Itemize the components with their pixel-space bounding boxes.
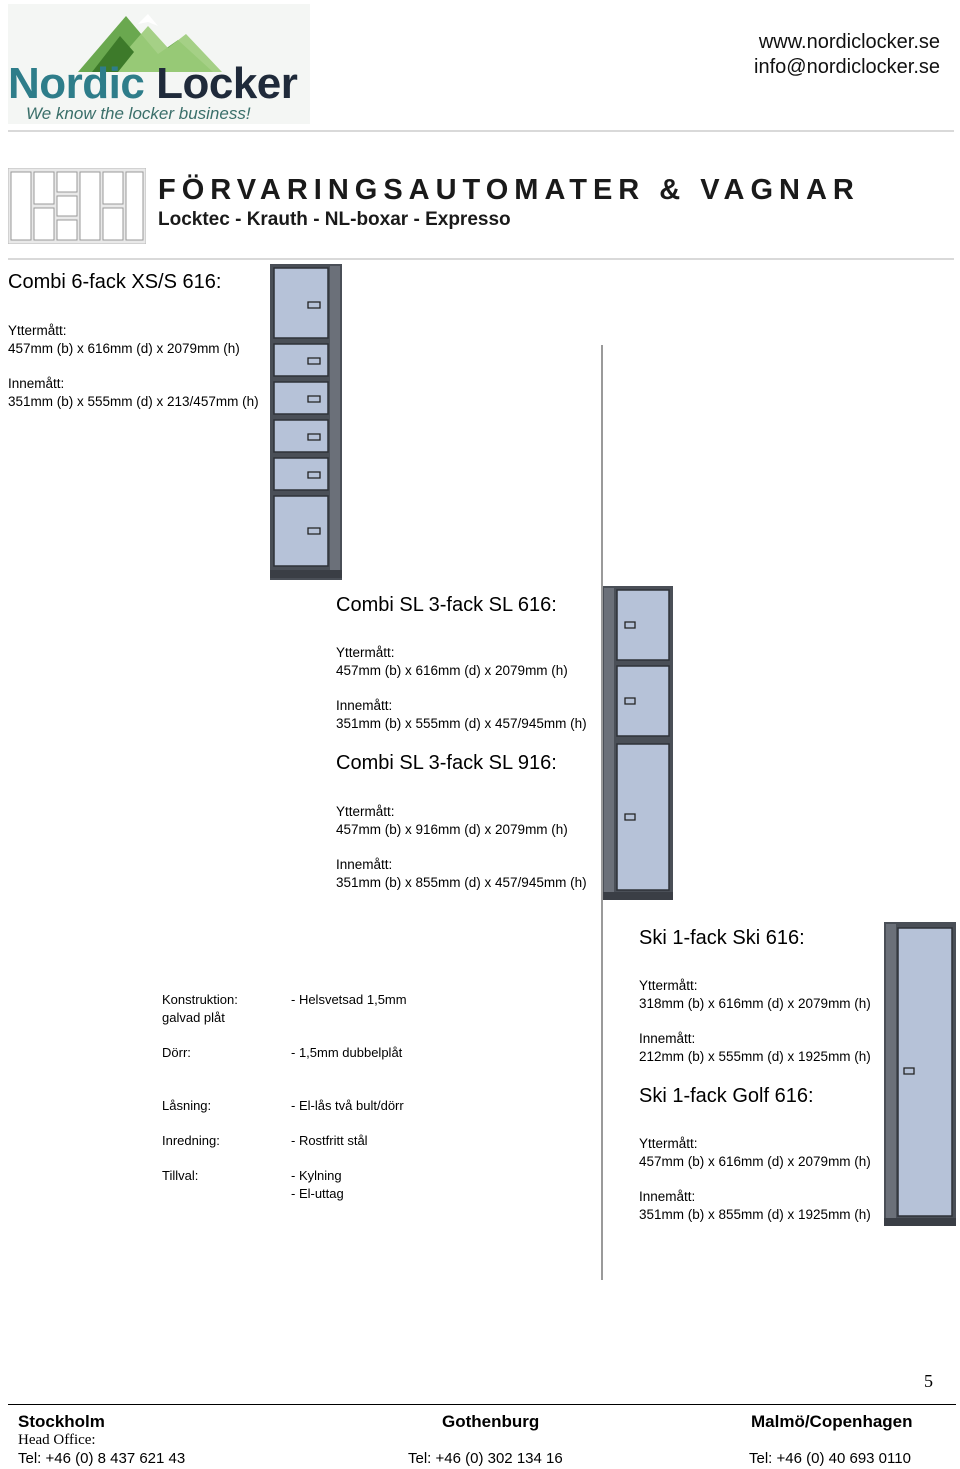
footer-divider [8,1404,956,1405]
lockers-thumbnail [8,168,146,244]
spec-value: - Helsvetsad 1,5mm [291,992,407,1007]
outer-dimensions: 457mm (b) x 616mm (d) x 2079mm (h) [639,1154,871,1169]
locker-1-compartment-drawing [884,922,958,1233]
inner-dimensions: 351mm (b) x 555mm (d) x 213/457mm (h) [8,394,259,409]
locker-3-compartment-drawing [603,586,675,907]
inner-label: Innemått: [336,857,393,872]
outer-label: Yttermått: [336,645,395,660]
outer-label: Yttermått: [639,1136,698,1151]
spec-value: - Rostfritt stål [291,1133,368,1148]
inner-dimensions: 212mm (b) x 555mm (d) x 1925mm (h) [639,1049,871,1064]
spec-label: Inredning: [162,1133,220,1148]
footer-tel-gothenburg: Tel: +46 (0) 302 134 16 [408,1450,563,1467]
outer-dimensions: 457mm (b) x 616mm (d) x 2079mm (h) [8,341,240,356]
spec-label: Dörr: [162,1045,191,1060]
outer-label: Yttermått: [639,978,698,993]
model-heading: Ski 1-fack Golf 616: [639,1085,814,1107]
spec-value: - Kylning [291,1168,342,1183]
spec-label: Konstruktion: [162,992,238,1007]
outer-label: Yttermått: [336,804,395,819]
header-divider [8,130,954,132]
spec-label-cont: galvad plåt [162,1010,225,1025]
section-divider [8,258,954,260]
inner-label: Innemått: [8,376,65,391]
inner-label: Innemått: [639,1189,696,1204]
footer-tel-stockholm: Tel: +46 (0) 8 437 621 43 [18,1450,186,1467]
section-title: FÖRVARINGSAUTOMATER & VAGNAR [158,174,860,206]
section-subtitle: Locktec - Krauth - NL-boxar - Expresso [158,209,511,230]
inner-label: Innemått: [639,1031,696,1046]
website-link[interactable]: www.nordiclocker.se [758,31,940,53]
model-heading: Ski 1-fack Ski 616: [639,927,805,949]
locker-6-compartment-drawing [270,264,344,587]
model-heading: Combi 6-fack XS/S 616: [8,271,222,293]
logo-tagline: We know the locker business! [26,104,251,123]
spec-label: Tillval: [162,1168,199,1183]
email-link[interactable]: info@nordiclocker.se [754,56,940,78]
footer-city-malmo: Malmö/Copenhagen [751,1412,913,1431]
spec-value-cont: - El-uttag [291,1186,344,1201]
outer-label: Yttermått: [8,323,67,338]
inner-dimensions: 351mm (b) x 855mm (d) x 1925mm (h) [639,1207,871,1222]
model-heading: Combi SL 3-fack SL 616: [336,594,557,616]
spec-value: - El-lås två bult/dörr [291,1098,404,1113]
model-heading: Combi SL 3-fack SL 916: [336,752,557,774]
spec-label: Låsning: [162,1098,212,1113]
logo-wordmark: Nordic Locker [8,59,298,108]
page-number: 5 [924,1371,933,1391]
footer-city-gothenburg: Gothenburg [442,1412,540,1431]
outer-dimensions: 318mm (b) x 616mm (d) x 2079mm (h) [639,996,871,1011]
footer-head-office: Head Office: [18,1432,96,1448]
inner-dimensions: 351mm (b) x 855mm (d) x 457/945mm (h) [336,875,587,890]
outer-dimensions: 457mm (b) x 616mm (d) x 2079mm (h) [336,663,568,678]
spec-value: - 1,5mm dubbelplåt [291,1045,403,1060]
footer-city-stockholm: Stockholm [18,1412,105,1431]
outer-dimensions: 457mm (b) x 916mm (d) x 2079mm (h) [336,822,568,837]
inner-dimensions: 351mm (b) x 555mm (d) x 457/945mm (h) [336,716,587,731]
inner-label: Innemått: [336,698,393,713]
footer-tel-malmo: Tel: +46 (0) 40 693 0110 [749,1450,911,1467]
